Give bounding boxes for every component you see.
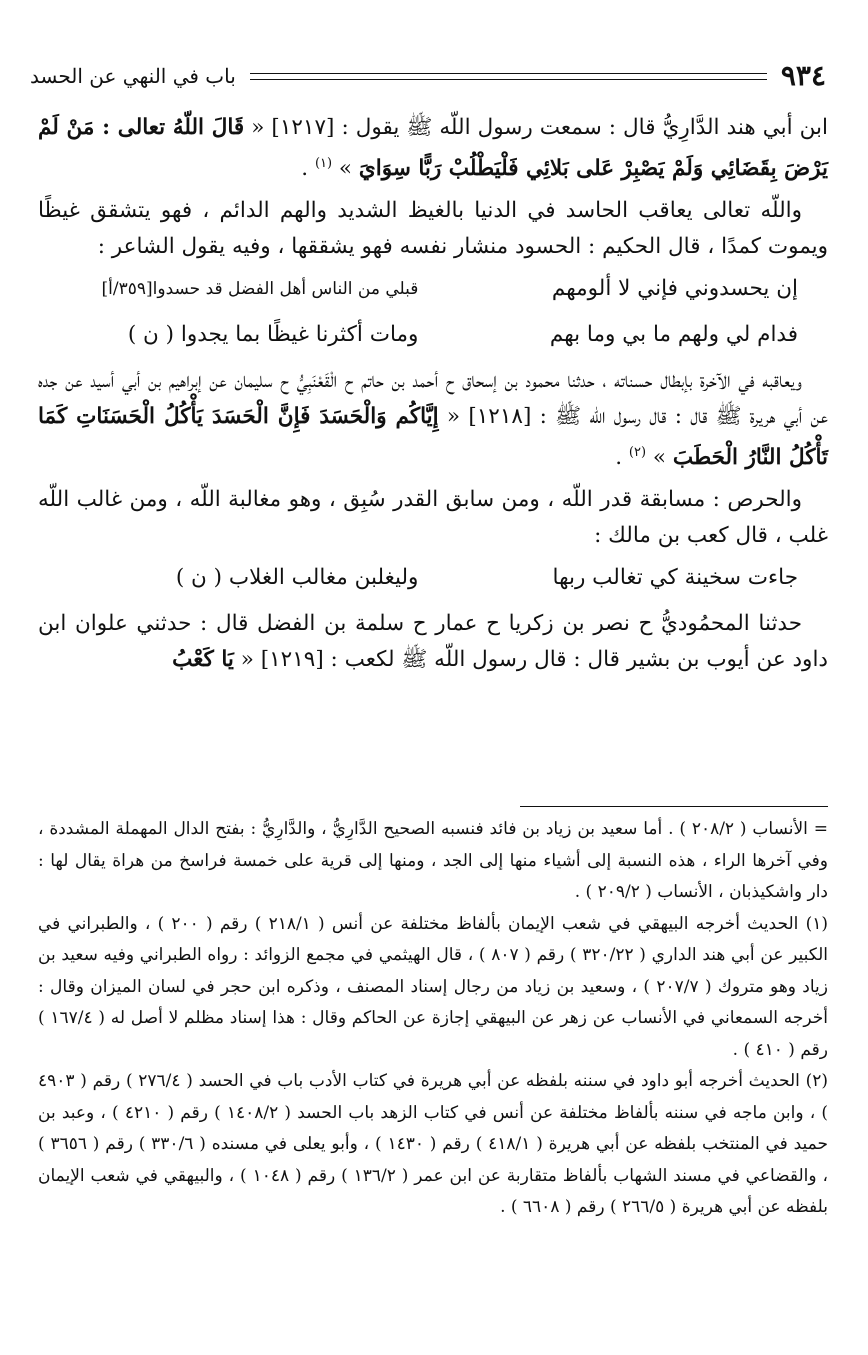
- paragraph-1: ابن أبي هند الدَّارِيُّ قال : سمعت رسول اللّه ﷺ يقول : [١٢١٧] « قَالَ اللّهُ تعالى : مَنْ لَمْ يَرْضَ بِقَضَائِي وَلَمْ يَصْبِرْ عَلى بَلائِي فَلْيَطْلُبْ رَبًّا سِوَايَ » $^{(١)}$ .: [38, 115, 828, 182]
- footnote-ref[interactable]: (٢): [628, 445, 647, 461]
- footnote-ref[interactable]: (١): [314, 156, 333, 171]
- hadith-text: قَالَ اللّهُ تعالى : مَنْ لَمْ يَرْضَ بِقَضَائِي وَلَمْ يَصْبِرْ عَلى بَلائِي فَلْيَطْلُبْ رَبًّا سِوَايَ: [38, 115, 828, 182]
- footnotes: [38, 814, 828, 1224]
- footnote-1: (١) الحديث أخرجه البيهقي في شعب الإيمان بألفاظ مختلفة عن أنس ( ٢١٨/١ ) رقم ( ٢٠٠ ) ، والطبراني في الكبير عن أبي هند الداري ( ٣٢٠/٢٢ ) رقم ( ٨٠٧ ) ، قال الهيثمي في مجمع الزوائد : رواه الطبراني وفيه سعيد بن زياد وهو متروك ( ٢٠٧/٧ ) ، وسعيد بن زياد من رجال إسناد المصنف ، وذكره ابن حجر في لسان الميزان وقال : أخرجه السمعاني في الأنساب عن زهر عن البيهقي إجازة عن الحاكم وقال : هذا إسناد مظلم لا أصل له ( ١٦٧/٤ ) رقم ( ٤١٠ ) .: [38, 913, 829, 1060]
- poem-verse: [38, 271, 828, 307]
- footnote-continued: = الأنساب ( ٢٠٨/٢ ) . أما سعيد بن زياد بن فائد فنسبه الصحيح الدَّارِيُّ ، والدَّارِيُّ : بفتح الدال المهملة المشددة ، وفي آخرها الراء ، هذه النسبة إلى أشياء منها إلى الجد ، ومنها إلى قرية على خمسة فراسخ من هراة يقال لها : دار واشكيذبان ، الأنساب ( ٢٠٩/٢ ) .: [38, 819, 828, 902]
- poem-verse: [38, 560, 828, 596]
- page-number: ٩٣٤: [780, 59, 826, 92]
- paragraph-2: واللّه تعالى يعاقب الحاسد في الدنيا بالغيظ الشديد والهم الدائم ، فهو يتشقق غيظًا ويموت كمدًا ، قال الحكيم : الحسود منشار نفسه فهو يشققها ، وفيه يقول الشاعر :: [38, 198, 828, 260]
- running-header: [30, 58, 826, 94]
- hadith-text: إِيَّاكُم وَالْحَسَدَ فَإِنَّ الْحَسَدَ يَأْكُلُ الْحَسَنَاتِ كَمَا تَأْكُلُ النَّارُ الْحَطَبَ: [38, 404, 828, 471]
- poem-verse: [38, 317, 828, 353]
- footnote-2: (٢) الحديث أخرجه أبو داود في سننه بلفظه عن أبي هريرة في كتاب الأدب باب في الحسد ( ٢٧٦/٤ ) رقم ( ٤٩٠٣ ) ، وابن ماجه في سننه بألفاظ مختلفة عن أنس في كتاب الزهد باب الحسد ( ١٤٠٨/٢ ) رقم ( ٤٢١٠ ) ، وعبد بن حميد في المنتخب بلفظه عن أبي هريرة ( ٤١٨/١ ) رقم ( ١٤٣٠ ) ، وأبو يعلى في مسنده ( ٣٣٠/٦ ) رقم ( ٣٦٥٦ ) ، والقضاعي في مسند الشهاب بألفاظ متقاربة عن ابن عمر ( ١٣٦/٢ ) رقم ( ١٠٤٨ ) ، والبيهقي في شعب الإيمان بلفظه عن أبي هريرة ( ٢٦٦/٥ ) رقم ( ٦٦٠٨ ) .: [38, 1071, 829, 1217]
- footnote-separator: [520, 806, 828, 807]
- main-text: [38, 110, 828, 684]
- paragraph-5: حدثنا المحمُوديُّ ح نصر بن زكريا ح عمار ح سلمة بن الفضل قال : حدثني علوان ابن داود عن أيوب بن بشير قال : قال رسول اللّه ﷺ لكعب : [١٢١٩] « يَا كَعْبُ: [38, 611, 828, 673]
- verse-hemistich: قبلي من الناس أهل الفضل قد حسدوا[٣٥٩/أ]: [101, 279, 419, 300]
- verse-hemistich: وليغلبن مغالب الغلاب ( ن ): [175, 565, 419, 591]
- chapter-title: باب في النهي عن الحسد: [30, 64, 236, 88]
- verse-hemistich: إن يحسدوني فإني لا ألومهم: [551, 276, 798, 302]
- hadith-text: يَا كَعْبُ: [172, 647, 234, 673]
- paragraph-3: ويعاقبه في الآخرة بإبطال حسناته ، حدثنا محمود بن إسحاق ح أحمد بن حاتم ح الْقَعْنَبِيُّ ح سليمان عن إبراهيم بن أبي أسيد عن جده عن أبي هريرة ﷺ قال : قال رسول اللّه ﷺ : [١٢١٨] « إِيَّاكُم وَالْحَسَدَ فَإِنَّ الْحَسَدَ يَأْكُلُ الْحَسَنَاتِ كَمَا تَأْكُلُ النَّارُ الْحَطَبَ » $^{(٢)}$ .: [38, 368, 828, 471]
- verse-hemistich: فدام لي ولهم ما بي وما بهم: [549, 322, 798, 348]
- header-rule: [250, 73, 767, 80]
- verse-hemistich: جاءت سخينة كي تغالب ربها: [552, 565, 798, 591]
- verse-hemistich: ومات أكثرنا غيظًا بما يجدوا ( ن ): [127, 322, 419, 348]
- paragraph-4: والحرص : مسابقة قدر اللّه ، ومن سابق القدر سُبِق ، وهو مغالبة اللّه ، ومن غالب اللّه غلب ، قال كعب بن مالك :: [38, 487, 828, 549]
